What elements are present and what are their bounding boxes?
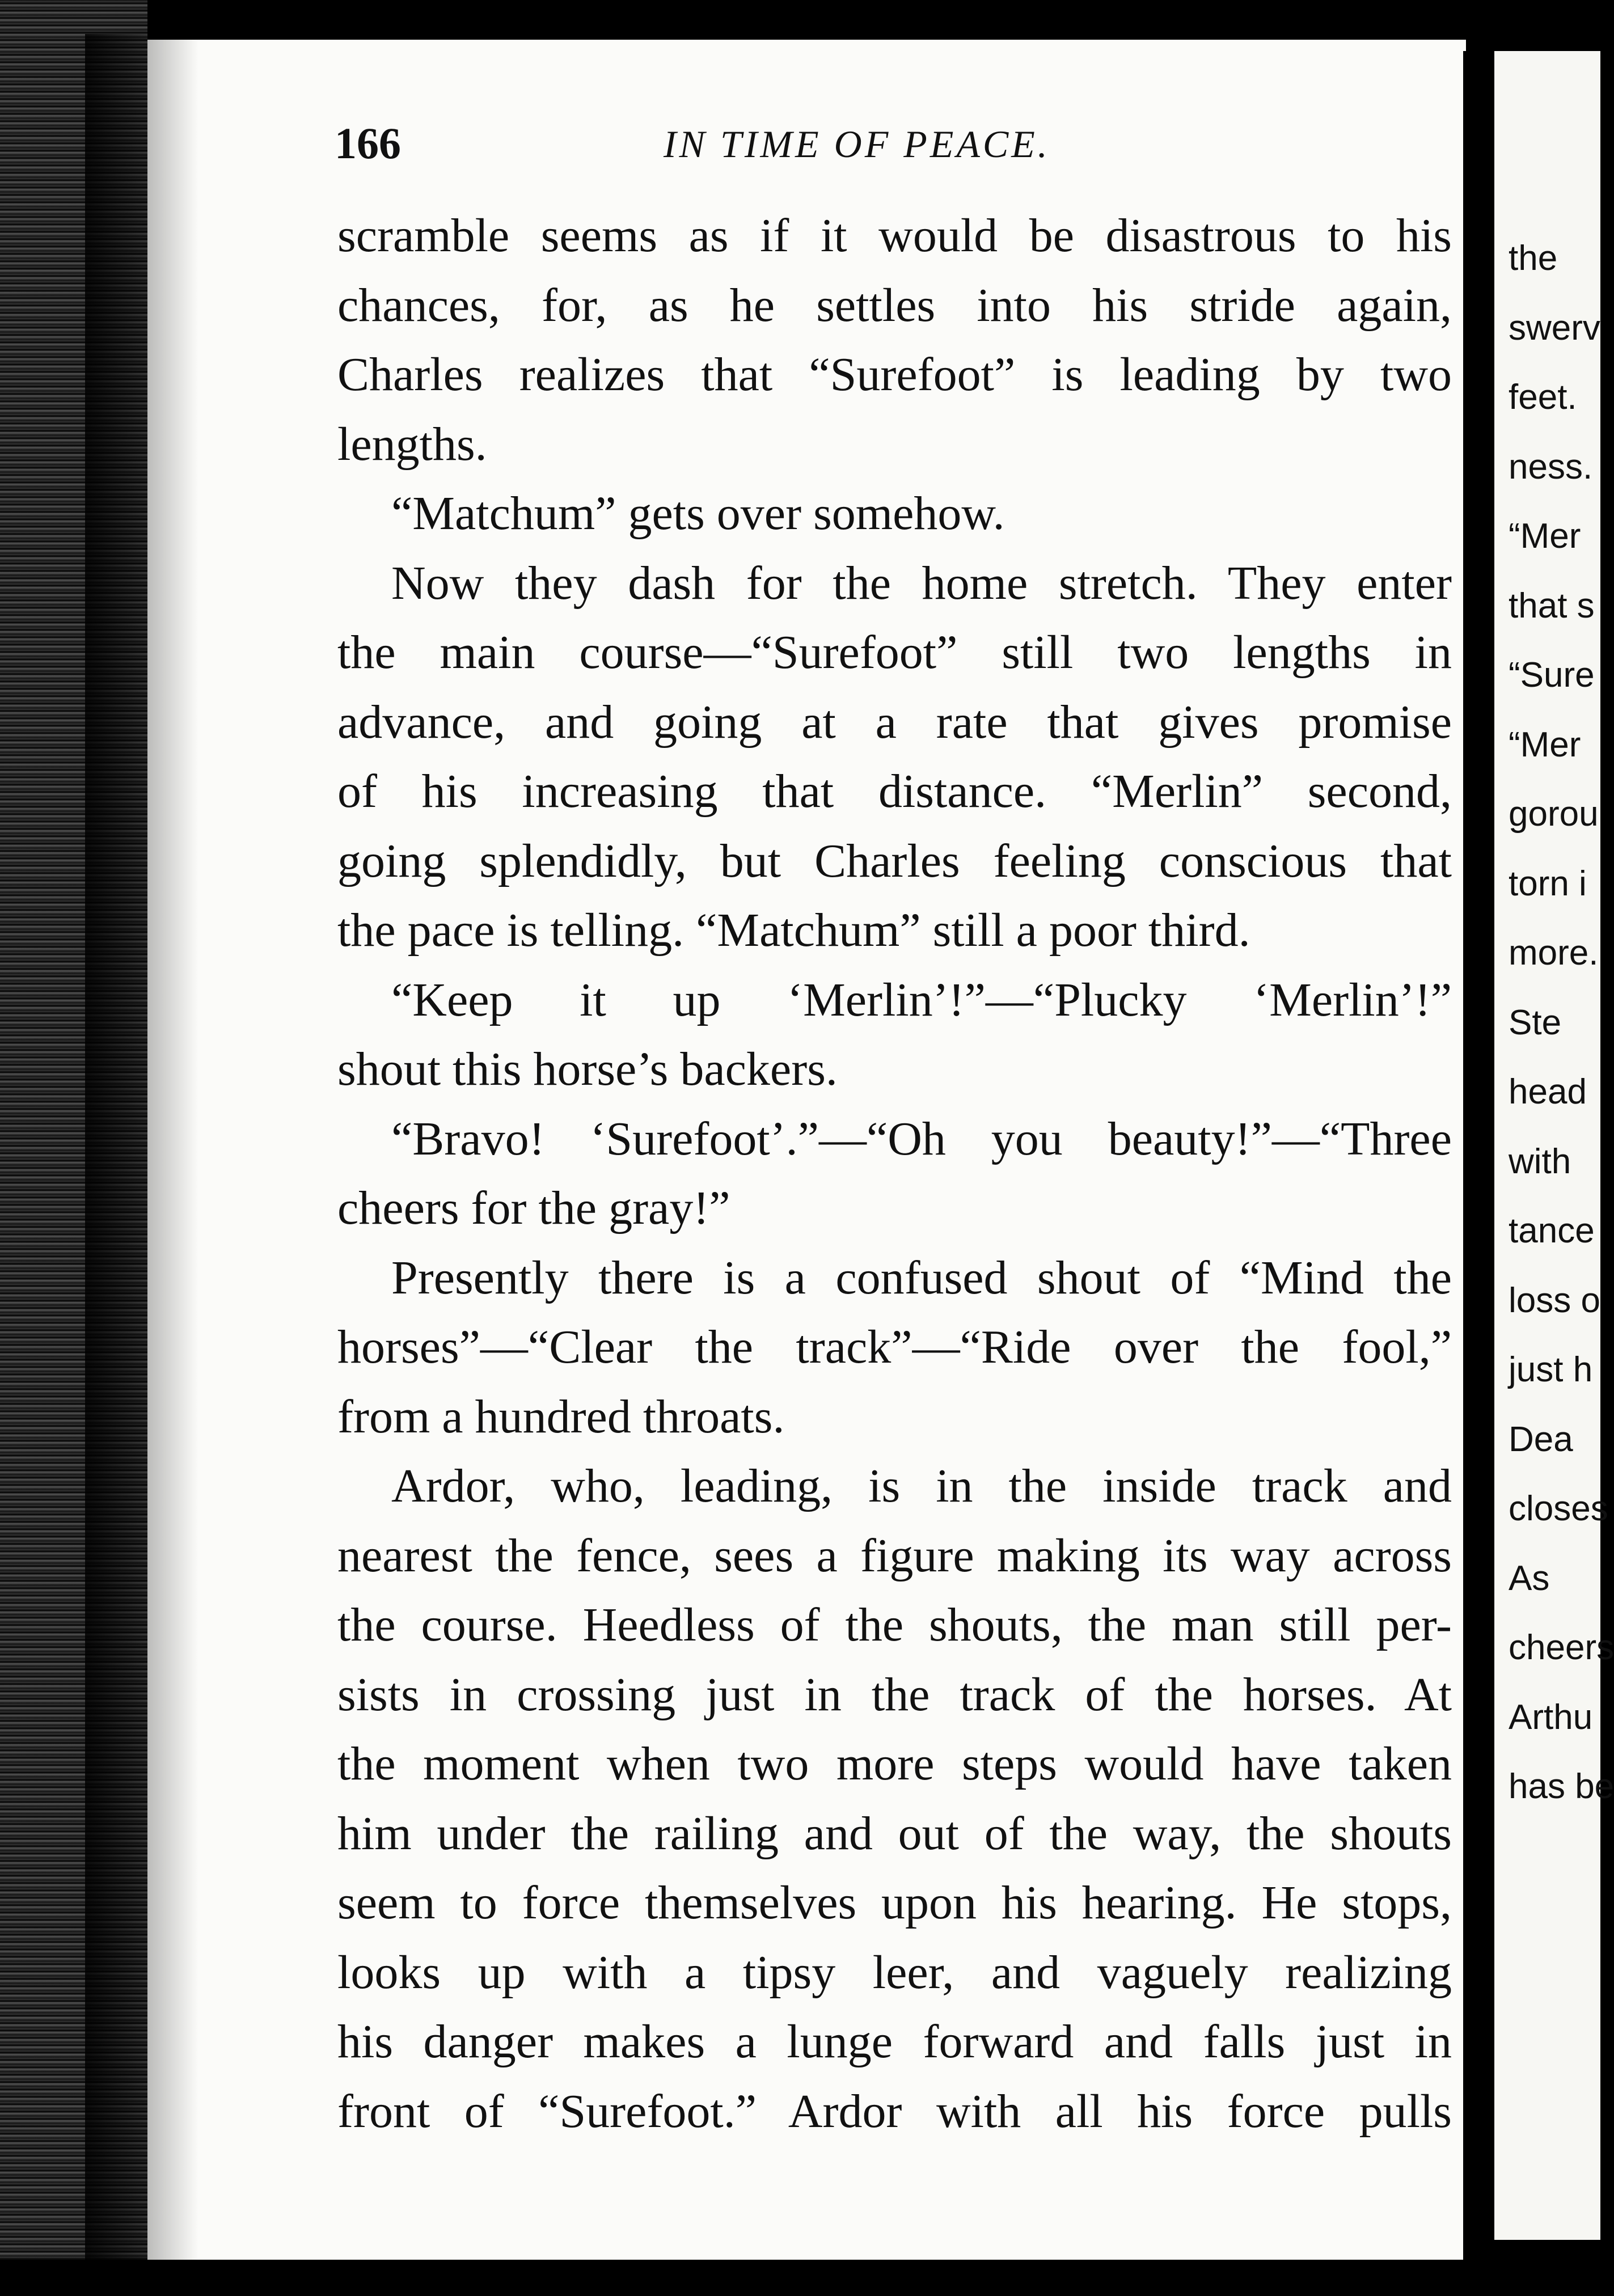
scan-bottom-border (0, 2260, 1600, 2296)
text-line: scramble seems as if it would be disastrous to his (337, 209, 1452, 262)
fragment-line: Dea (1509, 1419, 1573, 1459)
fragment-line: feet. (1509, 378, 1577, 417)
fragment-line: gorou (1509, 794, 1599, 834)
text-line: “Bravo! ‘Surefoot’.”—“Oh you beauty!”—“Three (391, 1112, 1452, 1165)
text-line: sists in crossing just in the track of the horses. At (337, 1668, 1452, 1721)
fragment-line: Ste (1509, 1003, 1562, 1042)
fragment-line: the (1509, 239, 1558, 278)
fragment-line: tance (1509, 1211, 1595, 1250)
text-line: “Matchum” gets over somehow. (391, 487, 1005, 540)
fragment-line: head (1509, 1072, 1587, 1111)
text-line: cheers for the gray!” (337, 1182, 730, 1234)
text-line: Now they dash for the home stretch. They enter (391, 556, 1452, 610)
text-line: Presently there is a confused shout of “Mind the (391, 1251, 1452, 1304)
page-number: 166 (335, 119, 401, 168)
fragment-line: “Mer (1509, 725, 1581, 764)
fragment-line: ness. (1509, 447, 1593, 487)
fragment-line: closes (1509, 1489, 1608, 1528)
fragment-line: more. (1509, 933, 1599, 972)
page-body-text (337, 201, 1452, 2146)
text-line: advance, and going at a rate that gives promise (337, 695, 1452, 749)
fragment-line: cheers (1509, 1628, 1614, 1667)
text-line: looks up with a tipsy leer, and vaguely realizing (337, 1946, 1452, 1999)
fragment-line: just h (1509, 1350, 1593, 1389)
text-line: the pace is telling. “Matchum” still a poor third. (337, 904, 1250, 957)
page-gutter-shadow (85, 34, 198, 2274)
text-line: the moment when two more steps would have taken (337, 1737, 1452, 1790)
running-title: IN TIME OF PEACE. (664, 122, 1050, 166)
text-line: Charles realizes that “Surefoot” is leading by two (337, 348, 1452, 401)
fragment-line: loss o (1509, 1280, 1600, 1320)
text-line: “Keep it up ‘Merlin’!”—“Plucky ‘Merlin’!” (391, 973, 1452, 1026)
fragment-line: with (1509, 1141, 1571, 1181)
text-line: the course. Heedless of the shouts, the man still per- (337, 1599, 1452, 1651)
fragment-line: that s (1509, 586, 1595, 625)
fragment-line: Arthu (1509, 1697, 1593, 1737)
text-line: seem to force themselves upon his hearing. He stops, (337, 1876, 1452, 1929)
text-line: lengths. (337, 417, 487, 471)
fragment-line: swerv (1509, 308, 1600, 348)
text-line: him under the railing and out of the way, the shouts (337, 1807, 1452, 1860)
text-line: the main course—“Surefoot” still two lengths in (337, 626, 1452, 679)
text-line: from a hundred throats. (337, 1390, 785, 1443)
text-line: Ardor, who, leading, is in the inside track and (391, 1460, 1452, 1512)
fragment-line: “Sure (1509, 656, 1595, 695)
text-line: of his increasing that distance. “Merlin” second, (337, 765, 1452, 818)
fragment-line: torn i (1509, 864, 1587, 903)
text-line: horses”—“Clear the track”—“Ride over the fool,” (337, 1321, 1452, 1373)
fragment-line: As (1509, 1558, 1550, 1598)
scan-top-border (0, 0, 1600, 45)
text-line: nearest the fence, sees a figure making its way across (337, 1529, 1452, 1582)
text-line: going splendidly, but Charles feeling conscious that (337, 834, 1452, 887)
fragment-line: “Mer (1509, 517, 1581, 556)
adjacent-page-text (1509, 224, 1614, 1822)
text-line: front of “Surefoot.” Ardor with all his force pulls (337, 2084, 1452, 2138)
text-line: shout this horse’s backers. (337, 1043, 838, 1096)
text-line: chances, for, as he settles into his stride again, (337, 278, 1452, 332)
fragment-line: has be (1509, 1767, 1614, 1806)
text-line: his danger makes a lunge forward and falls just in (337, 2015, 1452, 2068)
